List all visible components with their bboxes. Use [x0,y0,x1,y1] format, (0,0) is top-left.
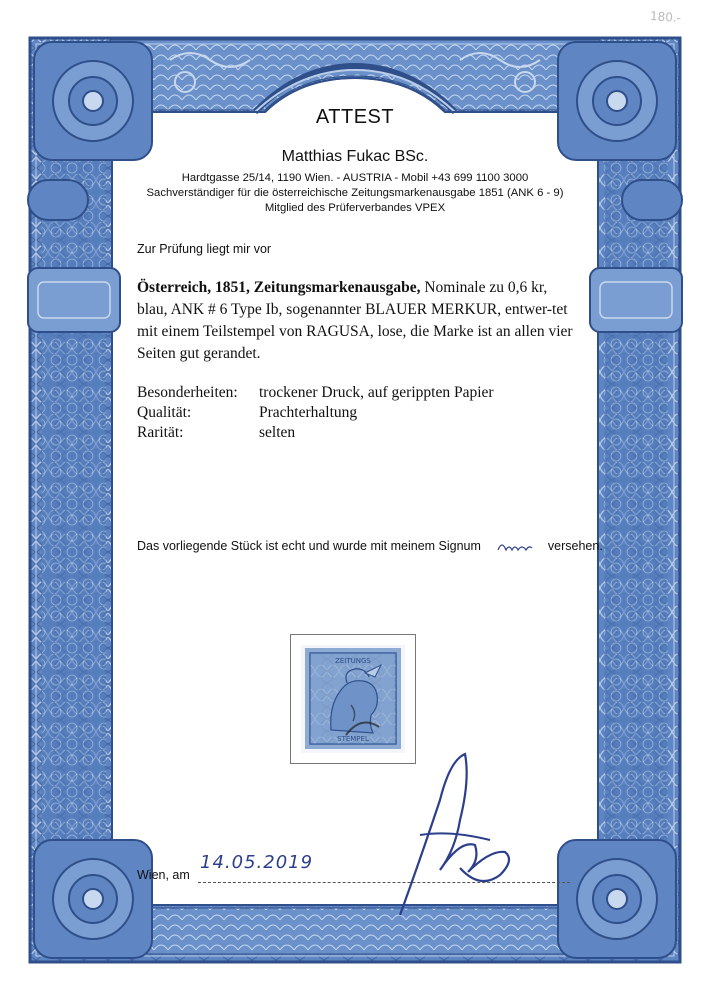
certification-statement [137,539,603,554]
item-description [137,277,577,365]
detail-label: Rarität: [137,424,184,441]
intro-text: Zur Prüfung liegt mir vor [137,242,272,256]
detail-row [137,384,494,402]
stamp-bottom-text: STEMPEL [337,735,369,743]
item-title: Österreich, 1851, Zeitungsmarkenausgabe, [137,279,421,296]
detail-value: Prachterhaltung [259,404,358,421]
certification-text-end: versehen. [547,539,603,553]
detail-value: selten [259,424,296,441]
item-details: Nominale zu 0,6 kr, blau, ANK # 6 Type Ib, sogenannter BLAUER MERKUR, entwer-tet mit einem Teilstempel von RAGUSA, lose, die Marke ist an allen vier Seiten gut gerandet. [137,279,573,362]
date-line [198,872,570,883]
expert-address: Hardtgasse 25/14, 1190 Wien. - AUSTRIA - Mobil +43 699 1100 3000 [181,172,529,184]
pencil-price-note: 180.- [649,8,682,26]
expert-expertise: Sachverständiger für die österreichische Zeitungsmarkenausgabe 1851 (ANK 6 - 9) [146,187,564,199]
detail-label: Qualität: [137,404,192,421]
expert-name: Matthias Fukac BSc. [281,148,429,165]
detail-value: trockener Druck, auf gerippten Papier [259,384,494,401]
document-title: ATTEST [315,106,395,128]
detail-row [137,424,295,442]
certification-text: Das vorliegende Stück ist echt und wurde mit meinem Signum [137,539,481,553]
signum-mark [496,540,536,554]
detail-label: Besonderheiten: [137,384,238,401]
place-label: Wien, am [137,868,190,882]
expert-signature [380,740,530,930]
detail-row [137,404,357,422]
handwritten-date: 14.05.2019 [200,852,314,873]
expert-membership: Mitglied des Prüferverbandes VPEX [264,202,446,214]
stamp-top-text: ZEITUNGS [335,657,371,665]
